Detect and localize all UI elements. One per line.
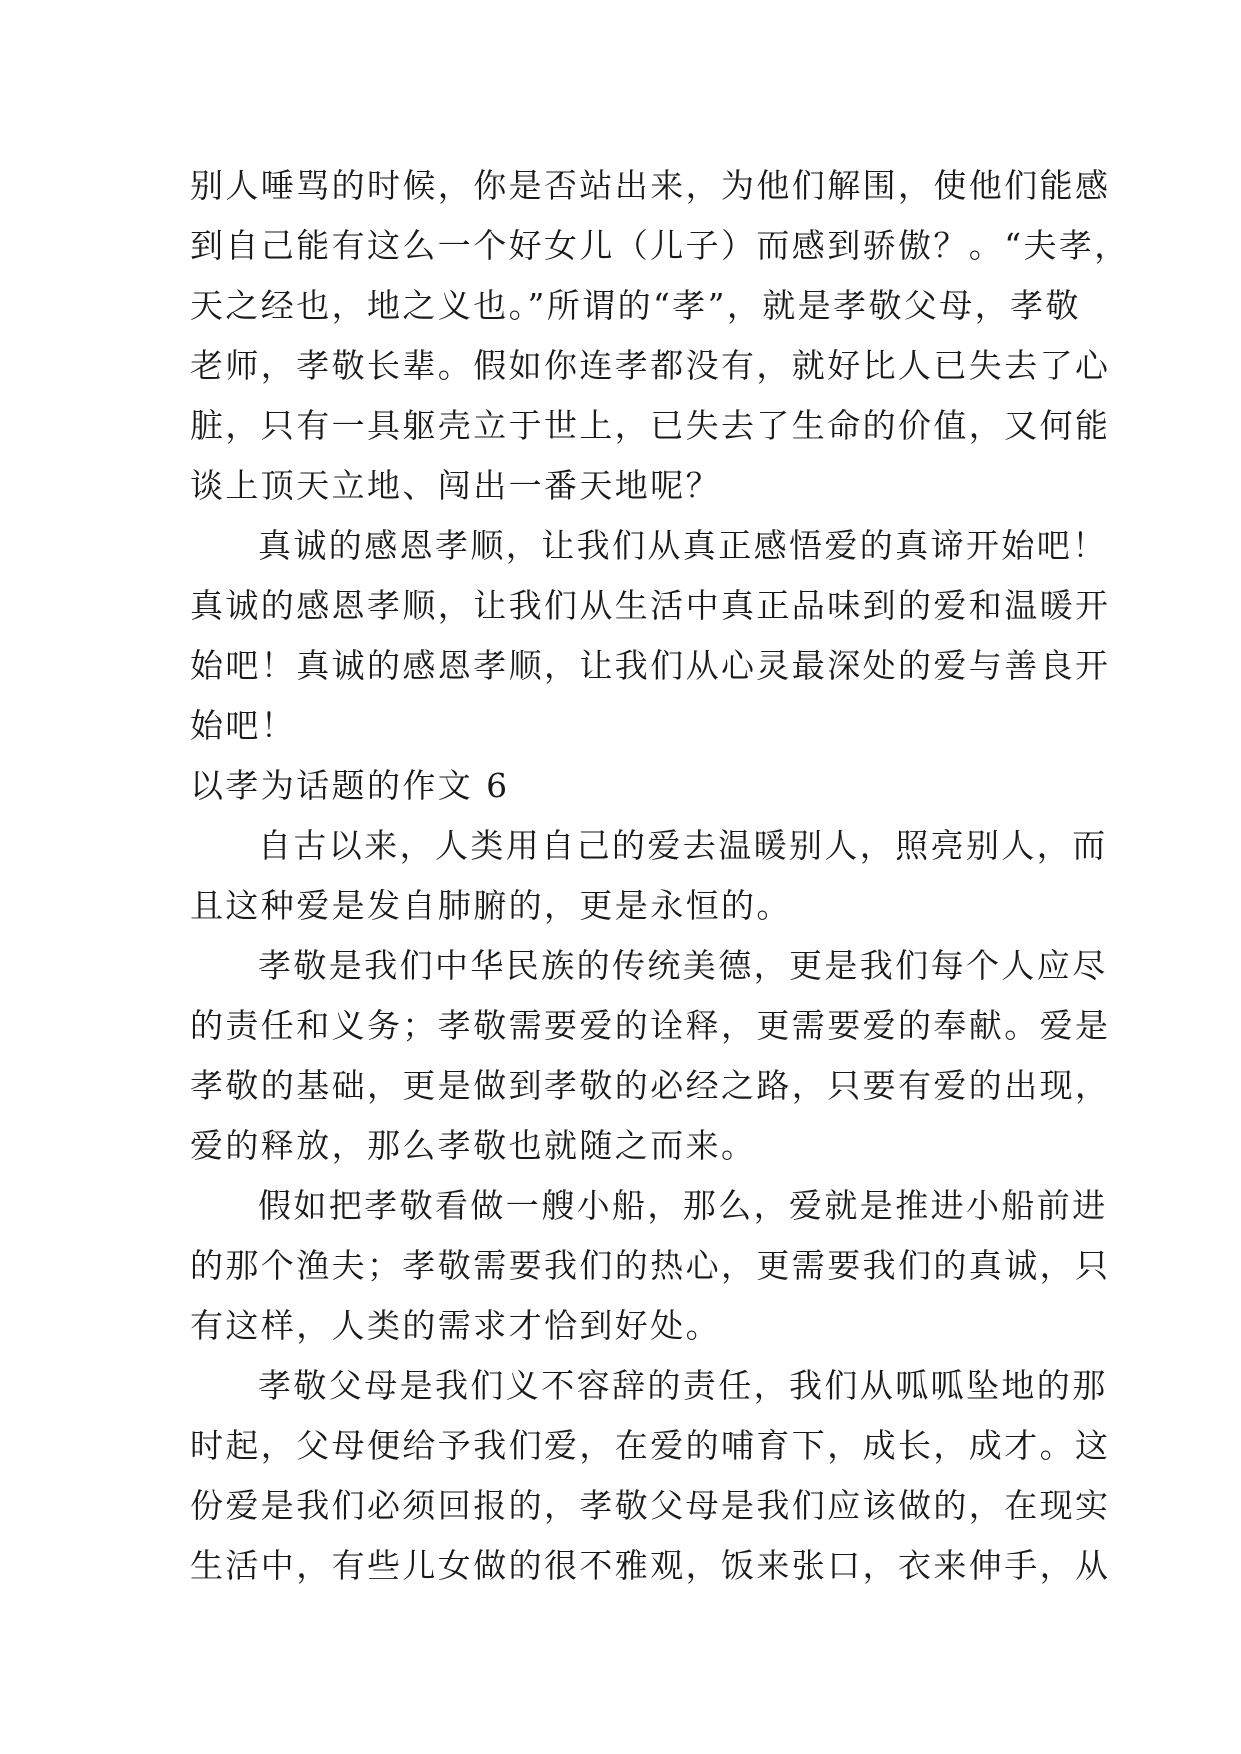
text-line: 到自己能有这么一个好女儿（儿子）而感到骄傲？。“夫孝，: [190, 226, 1130, 265]
text-line: 爱的释放，那么孝敬也就随之而来。: [190, 1126, 757, 1165]
text-line: 始吧！真诚的感恩孝顺，让我们从心灵最深处的爱与善良开: [190, 646, 1111, 685]
text-line: 时起，父母便给予我们爱，在爱的哺育下，成长，成才。这: [190, 1426, 1111, 1465]
text-line: 脏，只有一具躯壳立于世上，已失去了生命的价值，又何能: [190, 406, 1111, 445]
text-line: 老师，孝敬长辈。假如你连孝都没有，就好比人已失去了心: [190, 346, 1111, 385]
paragraph-first-line: 自古以来，人类用自己的爱去温暖别人，照亮别人，而: [258, 826, 1108, 865]
text-line: 孝敬的基础，更是做到孝敬的必经之路，只要有爱的出现，: [190, 1066, 1111, 1105]
text-line: 的那个渔夫；孝敬需要我们的热心，更需要我们的真诚，只: [190, 1246, 1111, 1285]
paragraph-first-line: 孝敬是我们中华民族的传统美德，更是我们每个人应尽: [258, 946, 1108, 985]
text-line: 始吧！: [190, 706, 297, 745]
text-line: 的责任和义务；孝敬需要爱的诠释，更需要爱的奉献。爱是: [190, 1006, 1111, 1045]
text-line: 有这样，人类的需求才恰到好处。: [190, 1306, 721, 1345]
text-line: 且这种爱是发自肺腑的，更是永恒的。: [190, 886, 792, 925]
paragraph-first-line: 真诚的感恩孝顺，让我们从真正感悟爱的真谛开始吧！: [258, 526, 1108, 565]
paragraph-first-line: 孝敬父母是我们义不容辞的责任，我们从呱呱坠地的那: [258, 1366, 1108, 1405]
text-line: 谈上顶天立地、闯出一番天地呢？: [190, 466, 721, 505]
text-line: 天之经也，地之义也。”所谓的“孝”，就是孝敬父母，孝敬: [190, 286, 1081, 325]
text-line: 别人唾骂的时候，你是否站出来，为他们解围，使他们能感: [190, 166, 1111, 205]
text-line: 真诚的感恩孝顺，让我们从生活中真正品味到的爱和温暖开: [190, 586, 1111, 625]
section-heading: 以孝为话题的作文 6: [190, 766, 510, 805]
text-line: 份爱是我们必须回报的，孝敬父母是我们应该做的，在现实: [190, 1486, 1111, 1525]
text-line: 生活中，有些儿女做的很不雅观，饭来张口，衣来伸手，从: [190, 1546, 1111, 1585]
paragraph-first-line: 假如把孝敬看做一艘小船，那么，爱就是推进小船前进: [258, 1186, 1108, 1225]
